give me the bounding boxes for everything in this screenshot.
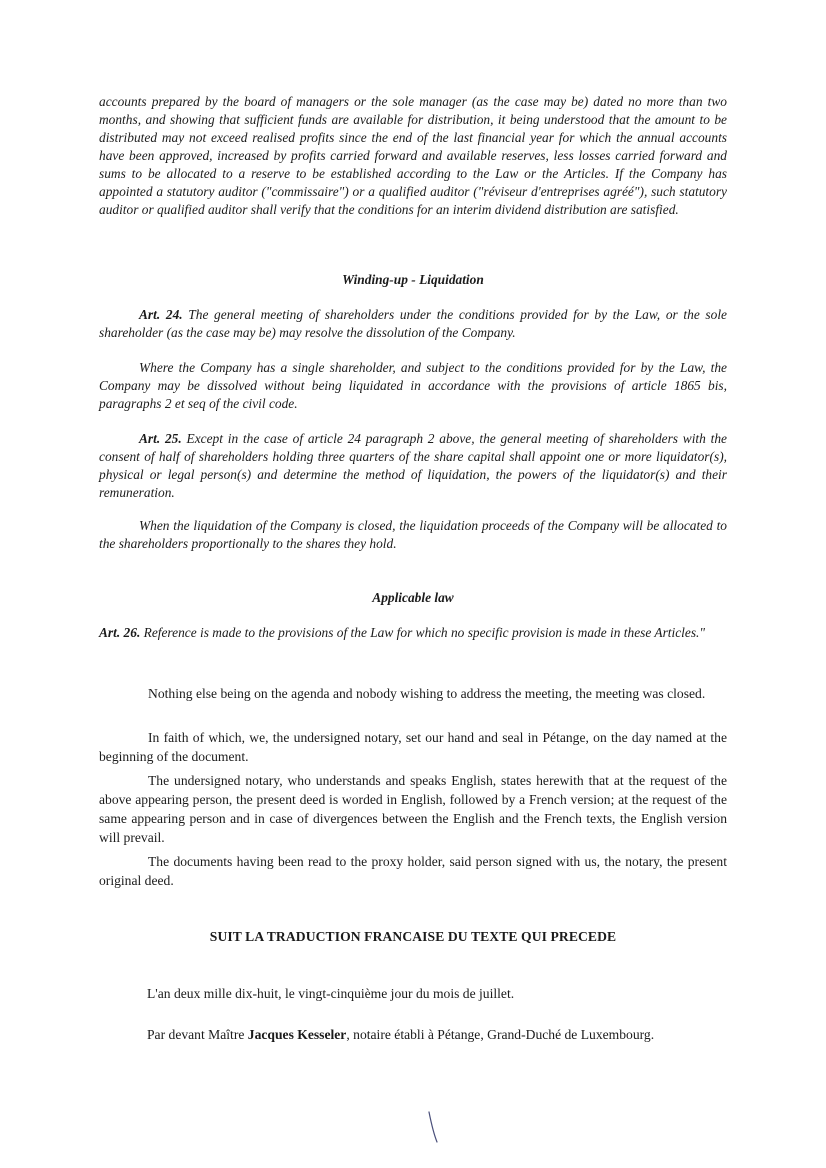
article-25-label: Art. 25.: [139, 431, 182, 446]
language-clause-paragraph: The undersigned notary, who understands and speaks English, states herewith that at the request of the above appearing person, the present deed is worded in English, followed by a French version; at the request of the same appearing person and in case of divergences between the English and the French texts, the English version will prevail.: [99, 773, 727, 845]
section-heading-applicable-law: Applicable law: [372, 590, 454, 605]
article-25-text: Except in the case of article 24 paragraph 2 above, the general meeting of shareholders with the consent of half of shareholders holding three quarters of the share capital shall appoint one or more liquidator(s), physical or legal person(s) and determine the method of liquidation, the powers of the liquidator(s) and their remuneration.: [99, 431, 727, 500]
liquidation-closed-paragraph: When the liquidation of the Company is closed, the liquidation proceeds of the Company will be allocated to the shareholders proportionally to the shares they hold.: [99, 518, 727, 551]
article-26-text: Reference is made to the provisions of the Law for which no specific provision is made in these Articles.": [140, 625, 706, 640]
signature-paragraph: The documents having been read to the proxy holder, said person signed with us, the notary, the present original deed.: [99, 854, 727, 888]
pen-stroke-mark: [427, 1110, 439, 1144]
notary-suffix: , notaire établi à Pétange, Grand-Duché de Luxembourg.: [346, 1027, 655, 1042]
notary-name: Jacques Kesseler: [247, 1027, 347, 1042]
article-24-label: Art. 24.: [139, 307, 183, 322]
french-translation-title: SUIT LA TRADUCTION FRANCAISE DU TEXTE QUI PRECEDE: [209, 929, 617, 944]
article-24: [99, 306, 727, 342]
article-25: [99, 430, 727, 502]
interim-dividend-paragraph: accounts prepared by the board of managers or the sole manager (as the case may be) dated no more than two months, and showing that sufficient funds are available for distribution, it being understood that the amount to be distributed may not exceed realised profits since the end of the last financial year for which the annual accounts have been approved, increased by profits carried forward and available reserves, less losses carried forward and sums to be allocated to a reserve to be established according to the Law or the Articles. If the Company has appointed a statutory auditor ("commissaire") or a qualified auditor ("réviseur d'entreprises agréé"), such statutory auditor or qualified auditor shall verify that the conditions for an interim dividend distribution are satisfied.: [99, 94, 727, 217]
notary-prefix: Par devant Maître: [147, 1027, 248, 1042]
closing-meeting-paragraph: Nothing else being on the agenda and nobody wishing to address the meeting, the meeting was closed.: [148, 686, 706, 701]
article-26-label: Art. 26.: [99, 625, 141, 640]
french-notary-line: [147, 1027, 654, 1043]
single-shareholder-paragraph: Where the Company has a single shareholder, and subject to the conditions provided for by the Law, the Company may be dissolved without being liquidated in accordance with the provisions of article 1865 bis, paragraphs 2 et seq of the civil code.: [99, 360, 727, 411]
in-faith-paragraph: In faith of which, we, the undersigned notary, set our hand and seal in Pétange, on the day named at the beginning of the document.: [99, 730, 727, 764]
article-24-text: The general meeting of shareholders under the conditions provided for by the Law, or the sole shareholder (as the case may be) may resolve the dissolution of the Company.: [99, 307, 727, 340]
section-heading-winding-up: Winding-up - Liquidation: [342, 272, 484, 287]
french-date-line: L'an deux mille dix-huit, le vingt-cinquième jour du mois de juillet.: [147, 986, 515, 1001]
article-26: [99, 624, 727, 642]
